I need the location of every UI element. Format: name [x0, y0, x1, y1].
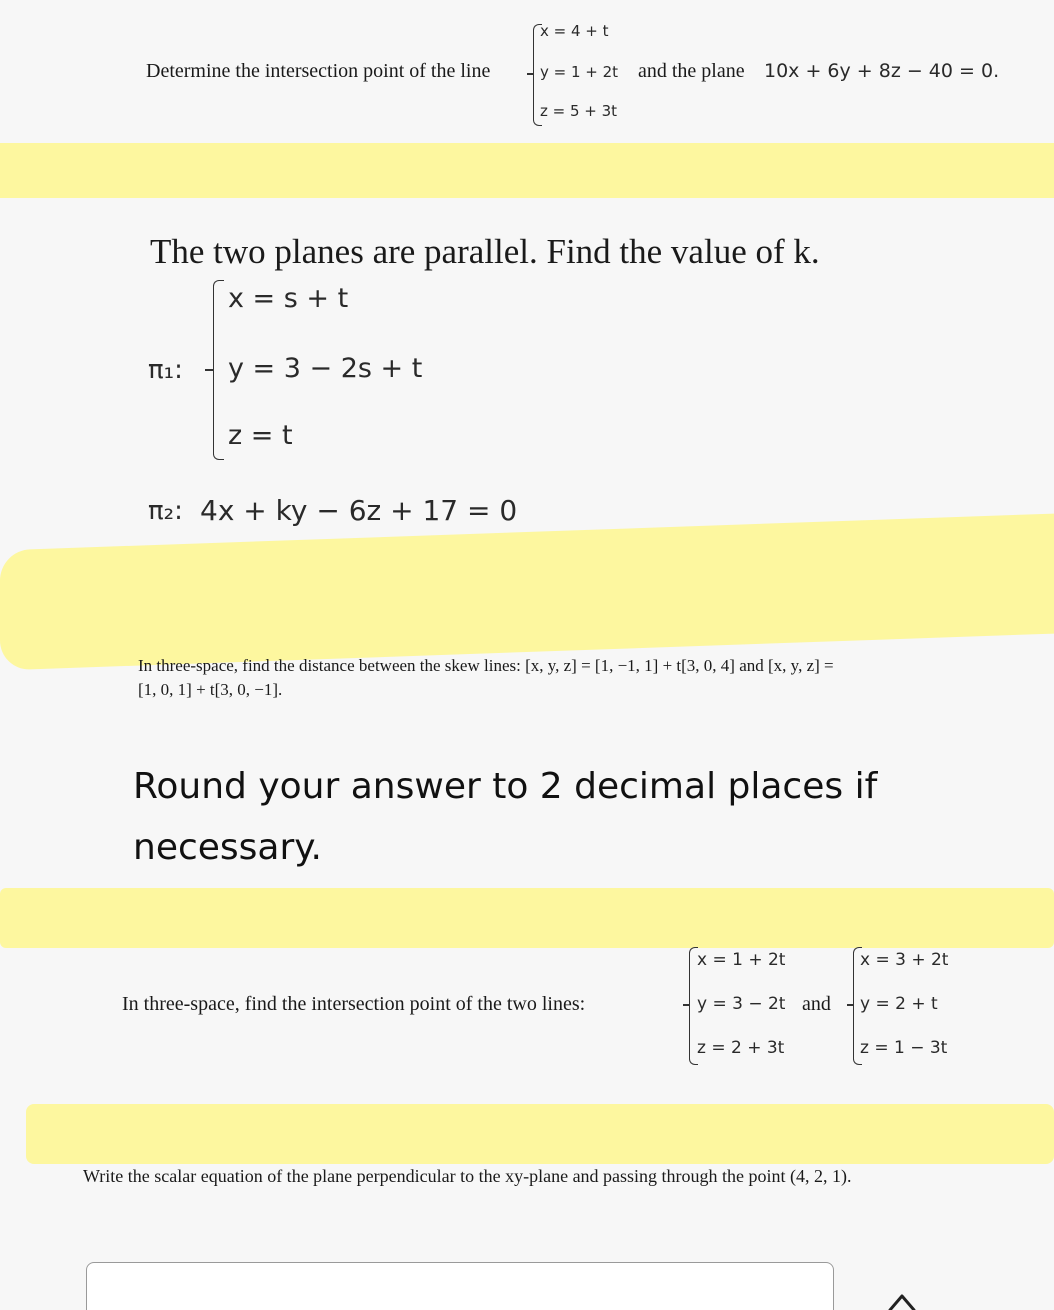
q3-text-line-1: In three-space, find the distance between the skew lines: [x, y, z] = [1, −1, 1] + t[3, 0, 4] and [x, y, z] =: [138, 656, 834, 675]
q4-line2-y: y = 2 + t: [860, 994, 938, 1014]
highlight-band-4: [26, 1104, 1054, 1164]
q4-line2-z: z = 1 − 3t: [860, 1038, 948, 1058]
highlight-band-1: [0, 143, 1054, 198]
q3-round-line-2: necessary.: [133, 827, 322, 868]
answer-input-box[interactable]: [86, 1262, 834, 1310]
pi1-system-y: y = 3 − 2s + t: [228, 353, 423, 384]
q4-line1-y: y = 3 − 2t: [697, 994, 786, 1014]
pi2-label: π₂:: [148, 496, 183, 526]
pi2-equation: 4x + ky − 6z + 17 = 0: [200, 494, 518, 527]
q4-lead-text: In three-space, find the intersection point of the two lines:: [122, 993, 586, 1015]
q1-system-x: x = 4 + t: [540, 22, 609, 40]
q4-line1-z: z = 2 + 3t: [697, 1038, 785, 1058]
q4-brace-1-tip: [683, 1004, 690, 1006]
highlight-band-3: [0, 888, 1054, 948]
q3-round-line-1: Round your answer to 2 decimal places if: [133, 766, 878, 807]
q4-line2-x: x = 3 + 2t: [860, 950, 949, 970]
pi1-system-z: z = t: [228, 420, 293, 451]
q1-lead-text: Determine the intersection point of the line: [146, 60, 491, 82]
q4-brace-2-tip: [847, 1004, 854, 1006]
q5-text: Write the scalar equation of the plane perpendicular to the xy-plane and passing through the point (4, 2, 1).: [83, 1166, 852, 1186]
q1-system-y: y = 1 + 2t: [540, 63, 619, 81]
q1-plane-equation: 10x + 6y + 8z − 40 = 0.: [764, 60, 1000, 82]
highlight-band-2: [0, 514, 1054, 671]
q2-brace-tip: [205, 369, 214, 371]
q4-connector: and: [802, 993, 831, 1015]
chevron-up-icon[interactable]: [884, 1290, 924, 1310]
q2-brace: [213, 280, 224, 460]
q3-text-line-2: [1, 0, 1] + t[3, 0, −1].: [138, 680, 283, 699]
q4-line1-x: x = 1 + 2t: [697, 950, 786, 970]
q2-title: The two planes are parallel. Find the value of k.: [150, 232, 820, 271]
pi1-label: π₁:: [148, 355, 183, 385]
q1-system-z: z = 5 + 3t: [540, 102, 618, 120]
q1-brace-tip: [527, 73, 534, 75]
q1-connector: and the plane: [638, 60, 745, 82]
pi1-system-x: x = s + t: [228, 283, 349, 314]
